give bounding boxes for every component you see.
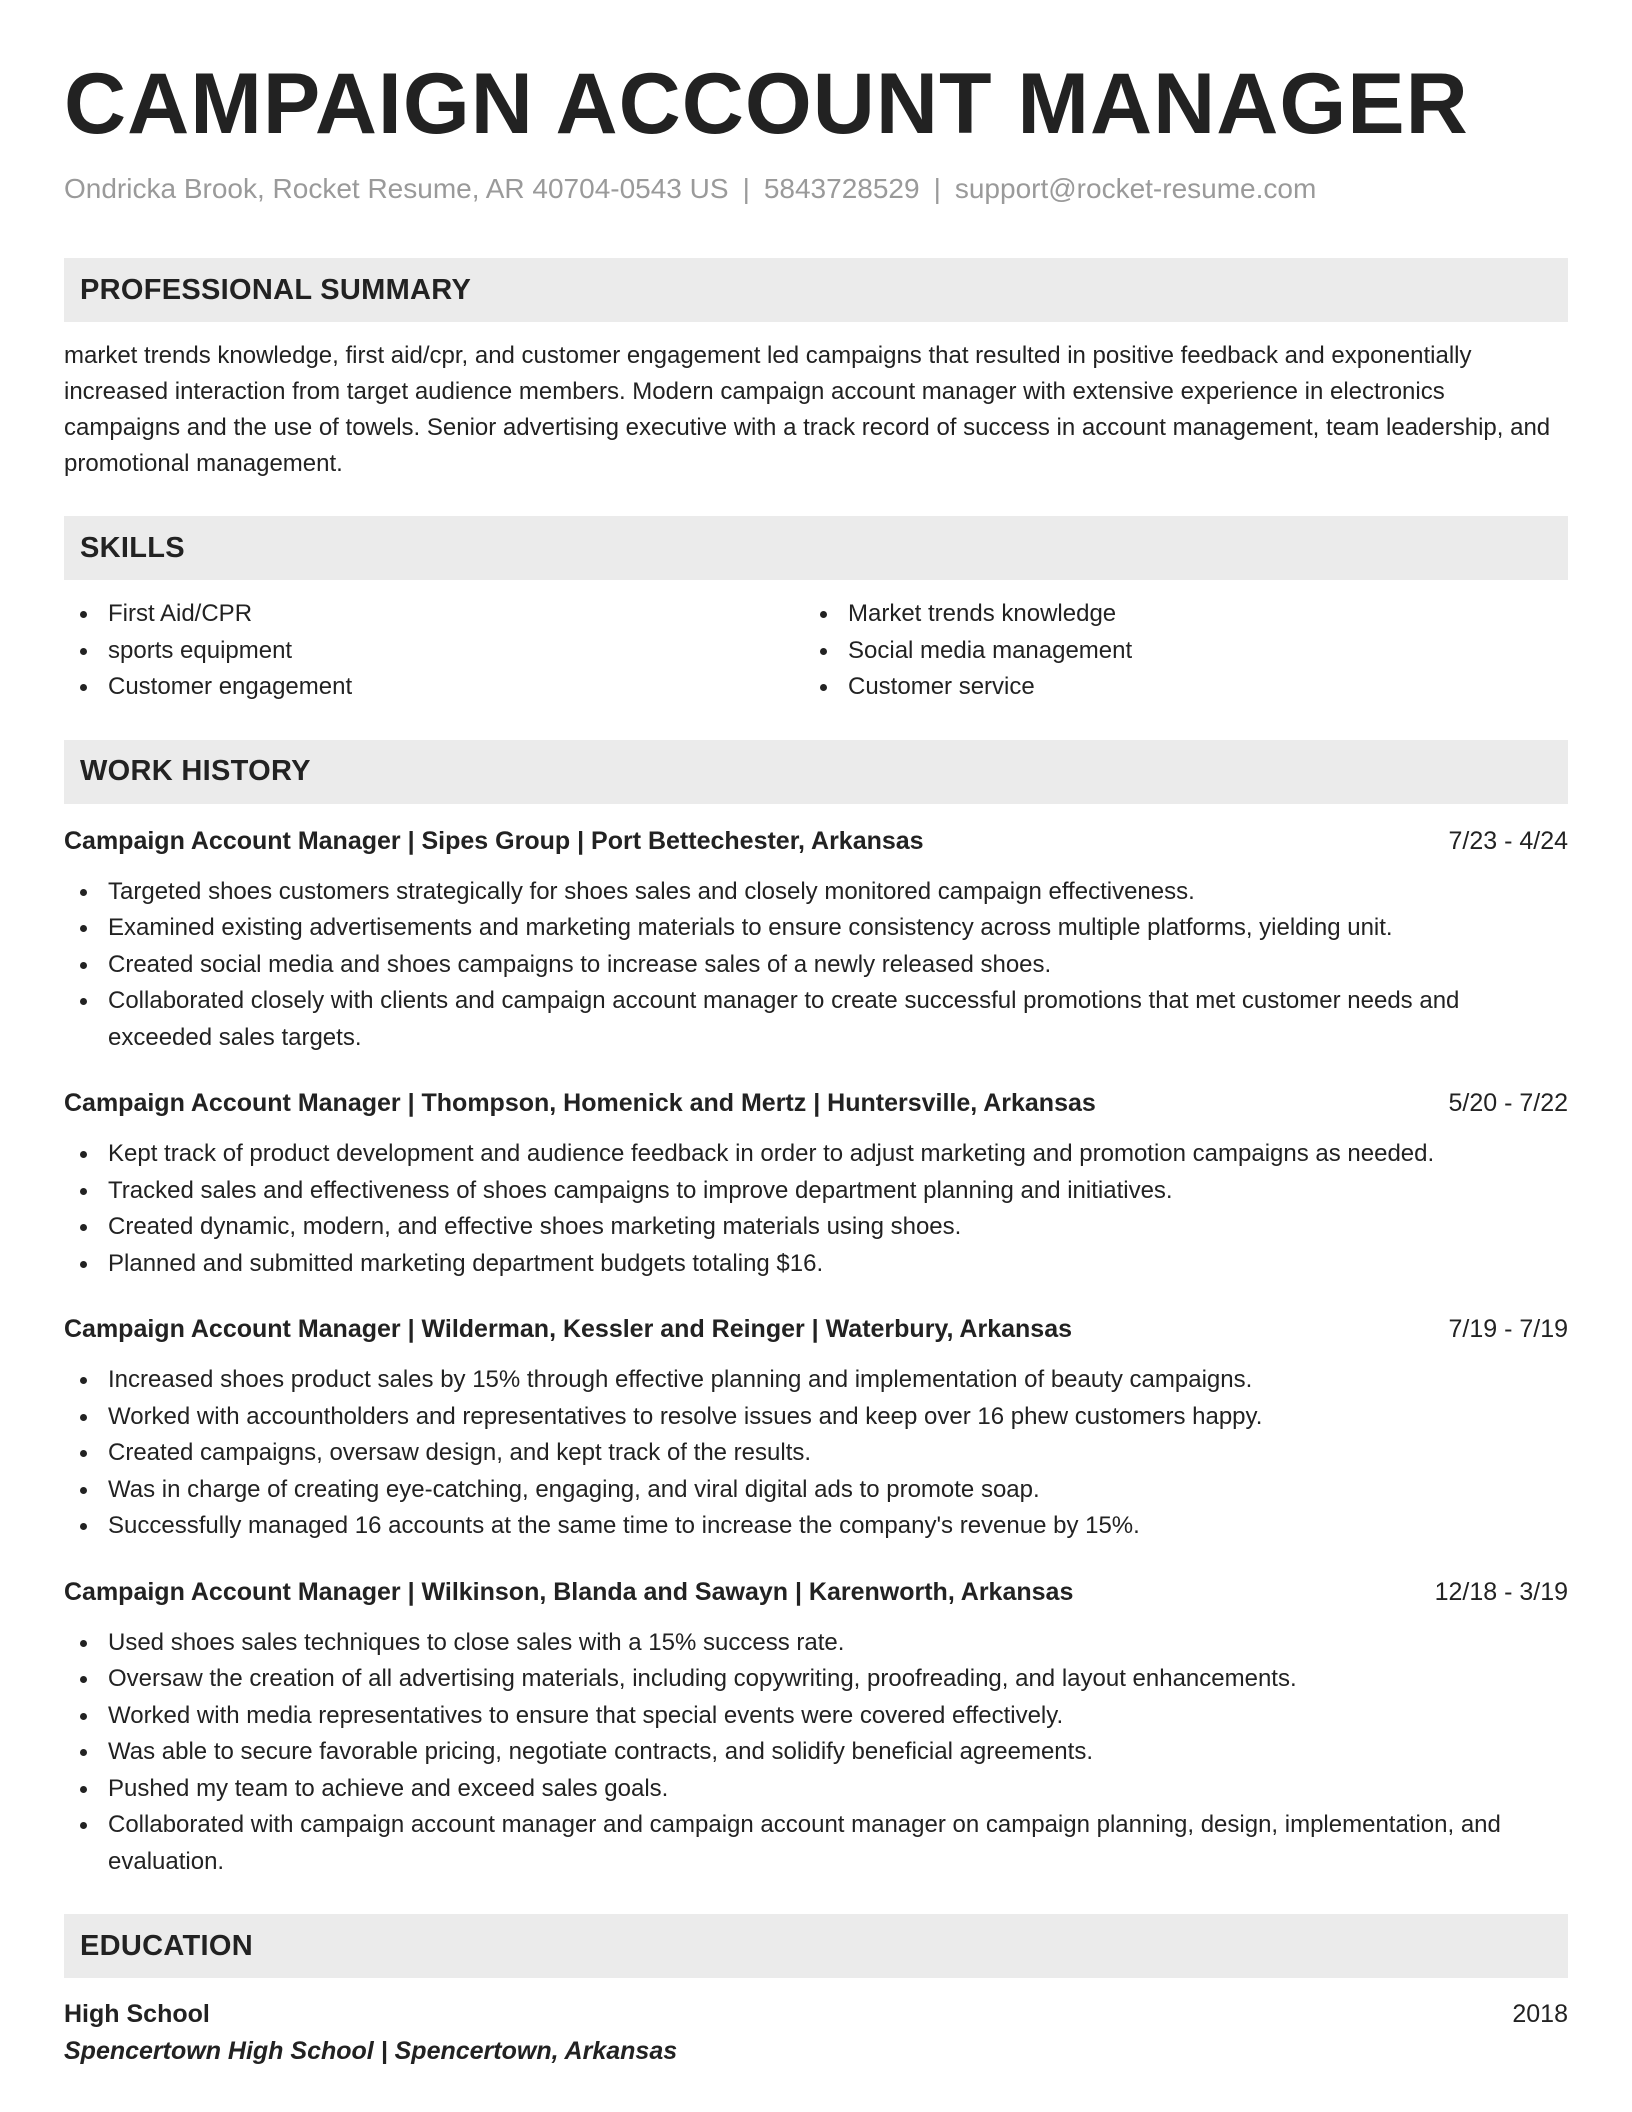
job-dates: 12/18 - 3/19 <box>1434 1577 1568 1606</box>
job-entry <box>64 1312 1568 1545</box>
section-header-professional-summary: PROFESSIONAL SUMMARY <box>64 258 1568 322</box>
job-bullets <box>64 1362 1568 1545</box>
skills-column-right <box>804 596 1544 706</box>
education-school: Spencertown High School | Spencertown, Arkansas <box>64 2037 678 2065</box>
job-dates: 7/19 - 7/19 <box>1448 1315 1568 1343</box>
skill-item: Market trends knowledge <box>804 596 1544 633</box>
job-title: Campaign Account Manager | Thompson, Homenick and Mertz | Huntersville, Arkansas <box>64 1089 1096 1117</box>
job-bullet: Pushed my team to achieve and exceed sales goals. <box>64 1771 1568 1808</box>
job-bullet: Created campaigns, oversaw design, and kept track of the results. <box>64 1435 1568 1472</box>
resume-title: CAMPAIGN ACCOUNT MANAGER <box>64 56 1469 152</box>
skill-item: Customer engagement <box>64 669 804 706</box>
job-bullet: Successfully managed 16 accounts at the same time to increase the company's revenue by 15%. <box>64 1508 1568 1545</box>
job-header <box>64 1575 1568 1609</box>
job-bullet: Worked with accountholders and representatives to resolve issues and keep over 16 phew customers happy. <box>64 1399 1568 1436</box>
job-bullets <box>64 1625 1568 1881</box>
job-bullets <box>64 1136 1568 1282</box>
job-bullet: Created social media and shoes campaigns to increase sales of a newly released shoes. <box>64 947 1568 984</box>
job-header <box>64 1312 1568 1346</box>
skill-item: Social media management <box>804 633 1544 670</box>
contact-line <box>64 172 1568 206</box>
education-entry <box>64 1996 1568 2070</box>
education-degree: High School <box>64 2000 210 2028</box>
professional-summary-text: market trends knowledge, first aid/cpr, and customer engagement led campaigns that resulted in positive feedback and exponentially increased interaction from target audience members. Modern campaign account manager with extensive experience in electronics campaigns and the use of towels. Senior advertising executive with a track record of success in account management, team leadership, and promotional management. <box>64 342 1551 477</box>
skill-item: Customer service <box>804 669 1544 706</box>
job-bullet: Tracked sales and effectiveness of shoes campaigns to improve department planning and initiatives. <box>64 1173 1568 1210</box>
job-entry <box>64 1086 1568 1282</box>
job-bullet: Planned and submitted marketing department budgets totaling $16. <box>64 1246 1568 1283</box>
job-header <box>64 824 1568 858</box>
education-year: 2018 <box>1512 2000 1568 2028</box>
section-header-education: EDUCATION <box>64 1914 1568 1978</box>
skill-item: First Aid/CPR <box>64 596 804 633</box>
job-bullet: Oversaw the creation of all advertising materials, including copywriting, proofreading, and layout enhancements. <box>64 1661 1568 1698</box>
contact-separator: | <box>933 173 941 204</box>
job-bullet: Targeted shoes customers strategically for shoes sales and closely monitored campaign effectiveness. <box>64 874 1568 911</box>
job-entry <box>64 824 1568 1057</box>
job-bullets <box>64 874 1568 1057</box>
job-bullet: Collaborated with campaign account manager and campaign account manager on campaign planning, design, implementation, and evaluation. <box>64 1807 1568 1880</box>
section-header-skills: SKILLS <box>64 516 1568 580</box>
job-bullet: Was in charge of creating eye-catching, engaging, and viral digital ads to promote soap. <box>64 1472 1568 1509</box>
job-bullet: Was able to secure favorable pricing, negotiate contracts, and solidify beneficial agreements. <box>64 1734 1568 1771</box>
skill-item: sports equipment <box>64 633 804 670</box>
section-header-work-history: WORK HISTORY <box>64 740 1568 804</box>
job-dates: 7/23 - 4/24 <box>1448 826 1568 855</box>
job-dates: 5/20 - 7/22 <box>1448 1089 1568 1117</box>
contact-phone: 5843728529 <box>763 173 920 204</box>
job-bullet: Collaborated closely with clients and campaign account manager to create successful promotions that met customer needs and exceeded sales targets. <box>64 983 1568 1056</box>
job-bullet: Worked with media representatives to ensure that special events were covered effectively. <box>64 1698 1568 1735</box>
job-bullet: Kept track of product development and audience feedback in order to adjust marketing and promotion campaigns as needed. <box>64 1136 1568 1173</box>
skills-list <box>64 596 1568 706</box>
job-bullet: Examined existing advertisements and marketing materials to ensure consistency across multiple platforms, yielding unit. <box>64 910 1568 947</box>
education-header <box>64 1996 1568 2032</box>
contact-email: support@rocket-resume.com <box>954 173 1317 204</box>
job-bullet: Used shoes sales techniques to close sales with a 15% success rate. <box>64 1625 1568 1662</box>
job-title: Campaign Account Manager | Sipes Group | Port Bettechester, Arkansas <box>64 826 924 855</box>
job-title: Campaign Account Manager | Wilderman, Kessler and Reinger | Waterbury, Arkansas <box>64 1315 1073 1343</box>
contact-address: Ondricka Brook, Rocket Resume, AR 40704-0543 US <box>64 173 729 204</box>
job-bullet: Created dynamic, modern, and effective shoes marketing materials using shoes. <box>64 1209 1568 1246</box>
job-bullet: Increased shoes product sales by 15% through effective planning and implementation of beauty campaigns. <box>64 1362 1568 1399</box>
contact-separator: | <box>742 173 750 204</box>
job-header <box>64 1086 1568 1120</box>
skills-column-left <box>64 596 804 706</box>
job-title: Campaign Account Manager | Wilkinson, Blanda and Sawayn | Karenworth, Arkansas <box>64 1577 1074 1606</box>
job-entry <box>64 1575 1568 1881</box>
